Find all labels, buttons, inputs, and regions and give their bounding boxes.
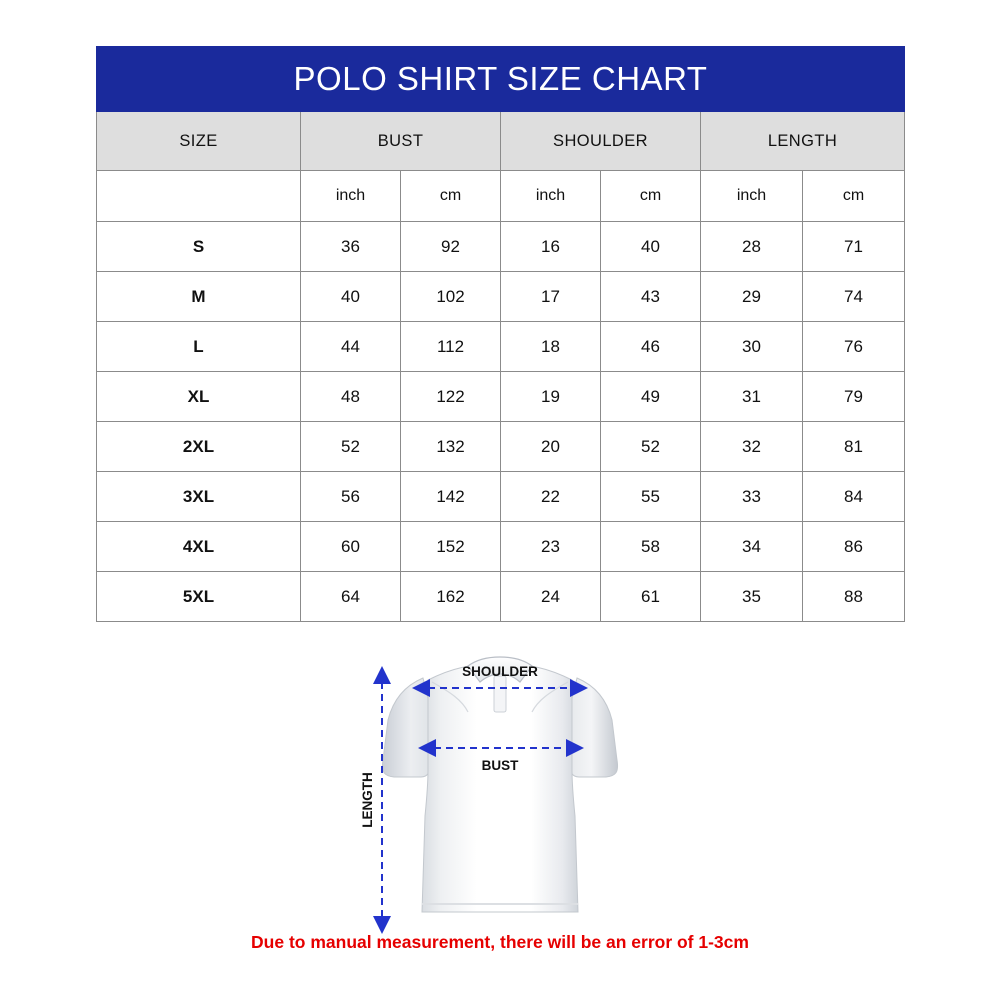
cell-length-inch: 35 <box>701 572 803 622</box>
cell-bust-cm: 122 <box>401 372 501 422</box>
cell-bust-inch: 52 <box>301 422 401 472</box>
bust-label: BUST <box>481 758 519 773</box>
cell-bust-cm: 152 <box>401 522 501 572</box>
cell-length-cm: 79 <box>803 372 905 422</box>
cell-length-cm: 86 <box>803 522 905 572</box>
table-row <box>97 572 905 622</box>
cell-length-cm: 88 <box>803 572 905 622</box>
page-title: POLO SHIRT SIZE CHART <box>97 47 905 112</box>
cell-shoulder-cm: 55 <box>601 472 701 522</box>
cell-bust-cm: 92 <box>401 222 501 272</box>
cell-shoulder-inch: 23 <box>501 522 601 572</box>
cell-shoulder-inch: 16 <box>501 222 601 272</box>
cell-length-inch: 32 <box>701 422 803 472</box>
cell-bust-inch: 64 <box>301 572 401 622</box>
unit-cell-length-inch: inch <box>701 171 803 222</box>
cell-length-inch: 33 <box>701 472 803 522</box>
cell-bust-inch: 44 <box>301 322 401 372</box>
cell-size: 5XL <box>97 572 301 622</box>
cell-bust-cm: 112 <box>401 322 501 372</box>
cell-size: L <box>97 322 301 372</box>
table-row <box>97 272 905 322</box>
cell-size: 4XL <box>97 522 301 572</box>
cell-shoulder-cm: 52 <box>601 422 701 472</box>
cell-size: 2XL <box>97 422 301 472</box>
cell-shoulder-cm: 49 <box>601 372 701 422</box>
cell-length-inch: 30 <box>701 322 803 372</box>
cell-size: S <box>97 222 301 272</box>
cell-size: 3XL <box>97 472 301 522</box>
size-chart-table <box>96 46 905 622</box>
cell-length-inch: 34 <box>701 522 803 572</box>
cell-size: XL <box>97 372 301 422</box>
unit-cell-shoulder-cm: cm <box>601 171 701 222</box>
unit-cell-bust-cm: cm <box>401 171 501 222</box>
cell-length-cm: 76 <box>803 322 905 372</box>
table-row <box>97 522 905 572</box>
cell-bust-cm: 162 <box>401 572 501 622</box>
cell-length-inch: 28 <box>701 222 803 272</box>
cell-bust-inch: 60 <box>301 522 401 572</box>
cell-length-cm: 71 <box>803 222 905 272</box>
size-chart-container <box>96 46 904 622</box>
measurement-note: Due to manual measurement, there will be an error of 1-3cm <box>251 932 749 952</box>
unit-cell-length-cm: cm <box>803 171 905 222</box>
cell-length-inch: 29 <box>701 272 803 322</box>
polo-shirt-graphic <box>382 657 617 912</box>
cell-bust-cm: 132 <box>401 422 501 472</box>
cell-shoulder-cm: 58 <box>601 522 701 572</box>
column-header-shoulder: SHOULDER <box>501 112 701 171</box>
table-row <box>97 322 905 372</box>
unit-cell-bust-inch: inch <box>301 171 401 222</box>
cell-shoulder-inch: 24 <box>501 572 601 622</box>
cell-shoulder-inch: 18 <box>501 322 601 372</box>
cell-length-cm: 74 <box>803 272 905 322</box>
cell-bust-inch: 48 <box>301 372 401 422</box>
cell-shoulder-inch: 20 <box>501 422 601 472</box>
shoulder-label: SHOULDER <box>462 664 538 679</box>
unit-cell-shoulder-inch: inch <box>501 171 601 222</box>
cell-bust-inch: 40 <box>301 272 401 322</box>
column-header-length: LENGTH <box>701 112 905 171</box>
cell-length-cm: 84 <box>803 472 905 522</box>
group-header-row <box>97 112 905 171</box>
cell-bust-cm: 102 <box>401 272 501 322</box>
table-row <box>97 222 905 272</box>
chart-title-row <box>97 47 905 112</box>
length-label: LENGTH <box>360 772 375 828</box>
cell-length-cm: 81 <box>803 422 905 472</box>
cell-shoulder-inch: 17 <box>501 272 601 322</box>
table-row <box>97 372 905 422</box>
column-header-bust: BUST <box>301 112 501 171</box>
unit-header-row <box>97 171 905 222</box>
cell-shoulder-inch: 22 <box>501 472 601 522</box>
length-measure-guide <box>360 682 382 918</box>
cell-bust-inch: 56 <box>301 472 401 522</box>
cell-bust-cm: 142 <box>401 472 501 522</box>
table-row <box>97 472 905 522</box>
cell-bust-inch: 36 <box>301 222 401 272</box>
cell-shoulder-cm: 46 <box>601 322 701 372</box>
unit-cell-blank <box>97 171 301 222</box>
table-row <box>97 422 905 472</box>
cell-shoulder-cm: 43 <box>601 272 701 322</box>
cell-length-inch: 31 <box>701 372 803 422</box>
cell-shoulder-cm: 61 <box>601 572 701 622</box>
column-header-size: SIZE <box>97 112 301 171</box>
cell-shoulder-inch: 19 <box>501 372 601 422</box>
cell-shoulder-cm: 40 <box>601 222 701 272</box>
cell-size: M <box>97 272 301 322</box>
